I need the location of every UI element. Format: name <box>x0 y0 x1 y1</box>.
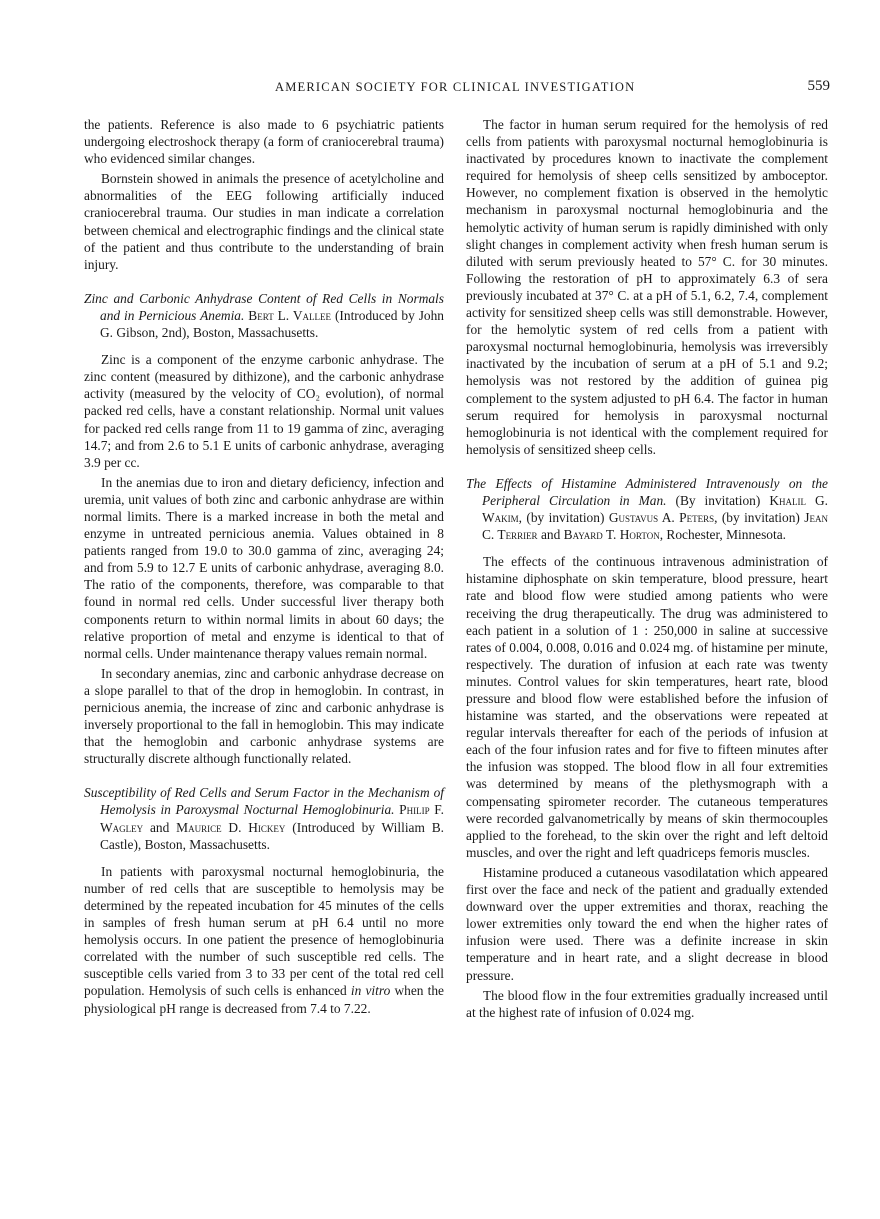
paragraph: the patients. Reference is also made to 6 psychiatric patients undergoing electroshock therapy (a form of craniocerebral trauma) who evidenced similar changes. <box>84 117 444 167</box>
paragraph: The factor in human serum required for the hemolysis of red cells from patients with paroxysmal nocturnal hemoglobinuria is inactivated by procedures known to inactivate the complement required for hemolysis of sheep cells sensitized by amboceptor. However, no complement fixation is observed in the hemolytic mechanism in paroxysmal nocturnal hemoglobinuria and the hemolytic activity of human serum is rapidly diminished with only slight changes in complement activity when fresh human serum is diluted with serum previously heated to 57° C. for 30 minutes. Following the restoration of pH to approximately 6.3 of sera previously incubated at 37° C. at a pH of 5.1, 6.2, 7.4, complement activity for sensitized sheep cells was still demonstrable. However, for the hemolytic system of red cells from a patient with paroxysmal nocturnal hemoglobinuria, hemolysis was irreversibly inactivated by the incubation of serum at a pH of 5.1 and 9.2; hemolysis was not restored by the addition of guinea pig complement to the system adjusted to pH 6.4. The factor in human serum required for hemolysis in paroxysmal nocturnal hemoglobinuria is not identical with the complement required for hemolysis of sensitized sheep cells. <box>466 117 828 457</box>
paragraph: The blood flow in the four extremities gradually increased until at the highest rate of infusion of 0.024 mg. <box>466 987 828 1020</box>
page-number: 559 <box>807 78 830 94</box>
abstract-title: Zinc and Carbonic Anhydrase Content of Red Cells in Normals and in Pernicious Anemia. <box>84 290 444 323</box>
author-affiliation: (Introduced by John G. Gibson, 2nd), Boston, Massachusetts. <box>100 307 444 341</box>
abstract-heading-zinc <box>84 290 444 341</box>
right-column <box>466 116 828 1024</box>
running-header <box>100 80 830 102</box>
invitation-note: (by invitation) <box>526 510 605 526</box>
author-affiliation: (Introduced by William B. Castle), Boston, Massachusetts. <box>100 819 445 852</box>
abstract-heading-pnh <box>84 784 444 852</box>
author-name: Khalil G. Wakim, <box>482 492 828 526</box>
invitation-note: (by invitation) <box>721 510 800 526</box>
author-name: Bayard T. Horton, <box>563 527 664 543</box>
paragraph-text: when the physiological pH range is decreased from 7.4 to 7.22. <box>84 983 444 1016</box>
abstract-title: The Effects of Histamine Administered Intravenously on the Peripheral Circulation in Man. <box>466 475 828 508</box>
running-head: AMERICAN SOCIETY FOR CLINICAL INVESTIGATION <box>275 80 636 94</box>
paragraph: In the anemias due to iron and dietary deficiency, infection and uremia, unit values of both zinc and carbonic anhydrase are within normal limits. There is a marked increase in both the metal and enzyme in untreated pernicious anemia. Values obtained in 8 patients ranged from 19.0 to 30.0 gamma of zinc, averaging 24; and from 5.9 to 12.7 E units of carbonic anhydrase, averaging 8.0. The ratio of the components, therefore, was comparable to that found in normal red cells. Under successful liver therapy both components return to within normal limits in about 60 days; the relative proportion of metal and enzyme is identical to that of normal cells. Under maintenance therapy values remain normal. <box>84 474 444 661</box>
conjunction: and <box>149 819 170 835</box>
paragraph <box>84 863 444 1017</box>
author-name: Bert L. Vallee <box>248 307 332 323</box>
author-affiliation: Rochester, Minnesota. <box>666 527 787 543</box>
paragraph: Bornstein showed in animals the presence of acetylcholine and abnormalities of the EEG following artificially induced craniocerebral trauma. Our studies in man indicate a correlation between chemical and electrographic findings and the clinical state of the patient and thus contribute to the understanding of brain injury. <box>84 171 444 272</box>
paragraph: In secondary anemias, zinc and carbonic anhydrase decrease on a slope parallel to that of the drop in hemoglobin. In contrast, in pernicious anemia, the increase of zinc and carbonic anhydrase is inversely proportional to the fall in hemoglobin. This may indicate that the hemoglobin and carbonic anhydrase systems are structurally discrete although functionally related. <box>84 665 444 767</box>
italic-term: in vitro <box>350 983 391 999</box>
paragraph: Zinc is a component of the enzyme carbonic anhydrase. The zinc content (measured by dithizone), and the carbonic anhydrase activity (measured by the velocity of CO₂ evolution), of normal packed red cells, have a constant relationship. Normal unit values for packed red cells range from 11 to 19 gamma of zinc, averaging 14.7; and from 2.6 to 5.1 E units of carbonic anhydrase, averaging 3.9 per cc. <box>84 352 444 470</box>
author-name: Maurice D. Hickey <box>176 819 286 835</box>
abstract-title: Susceptibility of Red Cells and Serum Factor in the Mechanism of Hemolysis in Paroxysmal Nocturnal Hemoglobinuria. <box>84 785 444 818</box>
left-column <box>84 116 444 1020</box>
abstract-heading-histamine <box>466 475 828 543</box>
author-name: Jean C. Terrier <box>482 510 828 543</box>
author-name: Gustavus A. Peters, <box>608 510 718 526</box>
paragraph: The effects of the continuous intravenous administration of histamine diphosphate on skin temperature, blood pressure, heart rate and blood flow were studied among patients who were receiving the drug therapeutically. The drug was administered to each patient in a solution of 1 : 250,000 in saline at successive rates of 0.004, 0.008, 0.016 and 0.024 mg. of histamine per minute, respectively. The duration of infusion at each rate was twenty minutes. Control values for skin temperatures, heart rate, blood pressure and blood flow were established before the infusion of histamine was started, and the observations were repeated at regular intervals thereafter for each of the periods of infusion at each of the four infusion rates and for five to fifteen minutes after the infusion was stopped. The blood flow in all four extremities was determined by means of the plethysmograph with a compensating spirometer recorder. The cutaneous temperatures were recorded galvanometrically by means of skin thermocouples applied to the forehead, to the skin over the right and left deltoid muscles, and over the right and left quadriceps femoris muscles. <box>466 554 828 860</box>
paragraph-text: In patients with paroxysmal nocturnal hemoglobinuria, the number of red cells that are susceptible to hemolysis may be determined by the repeated incubation for 45 minutes of the cells in samples of fresh human serum at pH 6.4 until no more hemolysis occurs. In one patient the presence of hemoglobinuria correlated with the number of such susceptible red cells. The susceptible cells varied from 3 to 33 per cent of the total red cell population. Hemolysis of such cells is enhanced <box>84 863 444 999</box>
invitation-note: (By invitation) <box>675 492 761 508</box>
author-name: Philip F. Wagley <box>100 802 444 835</box>
conjunction: and <box>540 527 561 543</box>
paragraph: Histamine produced a cutaneous vasodilatation which appeared first over the face and neck of the patient and gradually extended downward over the upper extremities and thorax, reaching the lower extremities only toward the end when the higher rates of infusion were used. There was a definite increase in skin temperature and in heart rate, and a slight decrease in blood pressure. <box>466 864 828 983</box>
